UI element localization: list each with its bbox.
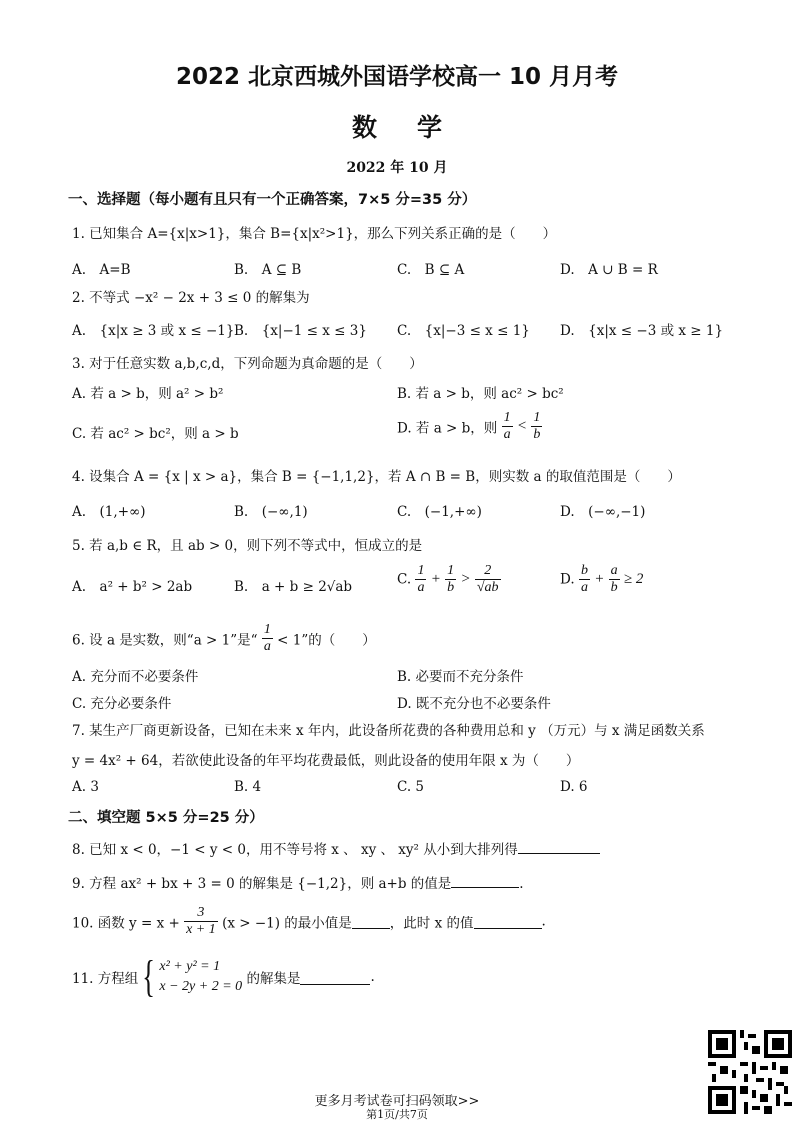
q5c-d3: √ab <box>476 580 499 595</box>
q5c-label: C. <box>397 571 412 588</box>
q10-pre: 10. 函数 y = x + <box>72 915 180 932</box>
q3-option-a: A. 若 a > b，则 a² > b² <box>72 386 224 402</box>
q7-option-d: D. 6 <box>560 779 588 795</box>
question-7-line1: 7. 某生产厂商更新设备，已知在未来 x 年内，此设备所花费的各种费用总和 y （万元）与 x 满足函数关系 <box>72 723 705 739</box>
question-11 <box>72 952 375 1001</box>
q5d-plus: + <box>594 571 605 587</box>
q5c-frac3 <box>475 563 501 596</box>
q2-option-c: C. {x|−3 ≤ x ≤ 1} <box>397 323 530 339</box>
q11-brace-icon: { <box>142 952 156 1001</box>
q7-option-a: A. 3 <box>72 779 99 795</box>
q4-option-d: D. (−∞,−1) <box>560 504 646 520</box>
q8-text: 8. 已知 x < 0，−1 < y < 0，用不等号将 x 、 xy 、 xy² 从小到大排列得 <box>72 842 518 858</box>
question-1: 1. 已知集合 A={x|x>1}，集合 B={x|x²>1}，那么下列关系正确的是（ ） <box>72 226 557 242</box>
q6-option-c: C. 充分必要条件 <box>72 696 172 712</box>
question-10 <box>72 905 546 938</box>
q5d-frac1 <box>579 563 590 596</box>
subject-title: 数学 <box>351 113 482 142</box>
q3-option-c: C. 若 ac² > bc²，则 a > b <box>72 426 239 442</box>
question-7-line2: y = 4x² + 64，若欲使此设备的年平均花费最低，则此设备的使用年限 x 为（ ） <box>72 753 580 769</box>
q5-option-c <box>397 563 501 596</box>
q7-option-b: B. 4 <box>234 779 262 795</box>
q2-option-a: A. {x|x ≥ 3 或 x ≤ −1} <box>72 323 235 339</box>
q6-den: a <box>263 639 271 654</box>
q4-option-b: B. (−∞,1) <box>234 504 308 520</box>
question-5: 5. 若 a,b ∈ R，且 ab > 0，则下列不等式中，恒成立的是 <box>72 538 423 554</box>
footer-promo-text[interactable]: 更多月考试卷可扫码领取>> <box>314 1094 480 1109</box>
q2-option-b: B. {x|−1 ≤ x ≤ 3} <box>234 323 367 339</box>
page-number: 第1页/共7页 <box>366 1108 428 1121</box>
q6-text-pre: 6. 设 a 是实数，则“a > 1”是“ <box>72 632 258 649</box>
q8-answer-blank[interactable] <box>518 839 600 854</box>
question-4: 4. 设集合 A = {x | x > a}，集合 B = {−1,1,2}，若 A ∩ B = B，则实数 a 的取值范围是（ ） <box>72 469 681 485</box>
q5c-plus: + <box>430 571 441 587</box>
q6-text-post: < 1”的（ ） <box>277 632 376 649</box>
q10-min-blank[interactable] <box>352 914 390 929</box>
q5d-d1: a <box>580 580 588 595</box>
question-9 <box>72 872 524 892</box>
q10-tail: . <box>541 913 546 930</box>
q3-option-d-text: D. 若 a > b，则 <box>397 420 498 437</box>
q5d-n1: b <box>580 563 588 578</box>
q5-option-a: A. a² + b² > 2ab <box>72 579 193 595</box>
q5d-n2: a <box>610 563 618 578</box>
q1-option-c: C. B ⊆ A <box>397 262 465 278</box>
q5d-d2: b <box>610 580 618 595</box>
q6-option-d: D. 既不充分也不必要条件 <box>397 696 551 712</box>
q5d-rel: ≥ 2 <box>623 571 644 587</box>
q1-option-b: B. A ⊆ B <box>234 262 302 278</box>
question-2: 2. 不等式 −x² − 2x + 3 ≤ 0 的解集为 <box>72 290 310 306</box>
q11-post: 的解集是 <box>246 971 301 987</box>
q2-option-d: D. {x|x ≤ −3 或 x ≥ 1} <box>560 323 724 339</box>
exam-title: 2022 北京西城外国语学校高一 10 月月考 <box>175 64 619 90</box>
q5d-frac2 <box>609 563 620 596</box>
section-choice-heading: 一、选择题（每小题有且只有一个正确答案，7×5 分=35 分） <box>68 192 477 208</box>
q10-num: 3 <box>184 905 218 922</box>
q9-answer-blank[interactable] <box>451 873 519 888</box>
q3d-den1: a <box>503 427 511 442</box>
section-fill-heading: 二、填空题 5×5 分=25 分） <box>68 810 264 826</box>
q11-answer-blank[interactable] <box>300 970 370 985</box>
q3d-rel: < <box>516 418 528 434</box>
q6-option-a: A. 充分而不必要条件 <box>72 669 199 685</box>
q5c-d1: a <box>417 580 425 595</box>
q3d-num2: 1 <box>533 410 541 425</box>
q10-mid: ，此时 x 的值 <box>389 915 474 932</box>
q5c-frac2 <box>445 563 456 596</box>
q5c-n2: 1 <box>447 563 455 578</box>
q11-eq1: x² + y² = 1 <box>159 959 221 974</box>
q5c-n1: 1 <box>417 563 425 578</box>
q5c-frac1 <box>415 563 426 596</box>
q3-option-b: B. 若 a > b，则 ac² > bc² <box>397 386 564 402</box>
q9-tail: . <box>519 876 524 892</box>
q4-option-a: A. (1,+∞) <box>72 504 146 520</box>
q11-pre: 11. 方程组 <box>72 971 139 987</box>
q5c-n3: 2 <box>475 563 501 580</box>
q10-post: (x > −1) 的最小值是 <box>222 915 352 932</box>
q5d-label: D. <box>560 571 575 588</box>
q3d-den2: b <box>533 427 541 442</box>
question-3: 3. 对于任意实数 a,b,c,d，下列命题为真命题的是（ ） <box>72 356 423 372</box>
q5c-d2: b <box>447 580 455 595</box>
question-8 <box>72 838 600 858</box>
q1-option-a: A. A=B <box>72 262 131 278</box>
q11-system <box>159 957 242 997</box>
q11-eq2: x − 2y + 2 = 0 <box>159 979 243 994</box>
exam-date: 2022 年 10 月 <box>346 160 448 176</box>
q6-frac <box>262 622 273 655</box>
q6-option-b: B. 必要而不充分条件 <box>397 669 524 685</box>
q5-option-b: B. a + b ≥ 2√ab <box>234 579 353 595</box>
q3-option-d <box>397 410 542 443</box>
q5-option-d <box>560 563 643 596</box>
q1-option-d: D. A ∪ B = R <box>560 262 658 278</box>
q3d-num1: 1 <box>503 410 511 425</box>
q10-x-blank[interactable] <box>474 914 542 929</box>
q3-option-d-frac1 <box>502 410 513 443</box>
q10-frac <box>184 905 218 938</box>
q5c-rel: > <box>460 571 471 587</box>
q3-option-d-frac2 <box>531 410 542 443</box>
question-6 <box>72 622 376 655</box>
q7-option-c: C. 5 <box>397 779 425 795</box>
q9-text: 9. 方程 ax² + bx + 3 = 0 的解集是 {−1,2}，则 a+b 的值是 <box>72 876 452 892</box>
q10-den: x + 1 <box>186 922 216 937</box>
q4-option-c: C. (−1,+∞) <box>397 504 482 520</box>
q6-num: 1 <box>263 622 271 637</box>
q11-tail: . <box>370 969 375 985</box>
